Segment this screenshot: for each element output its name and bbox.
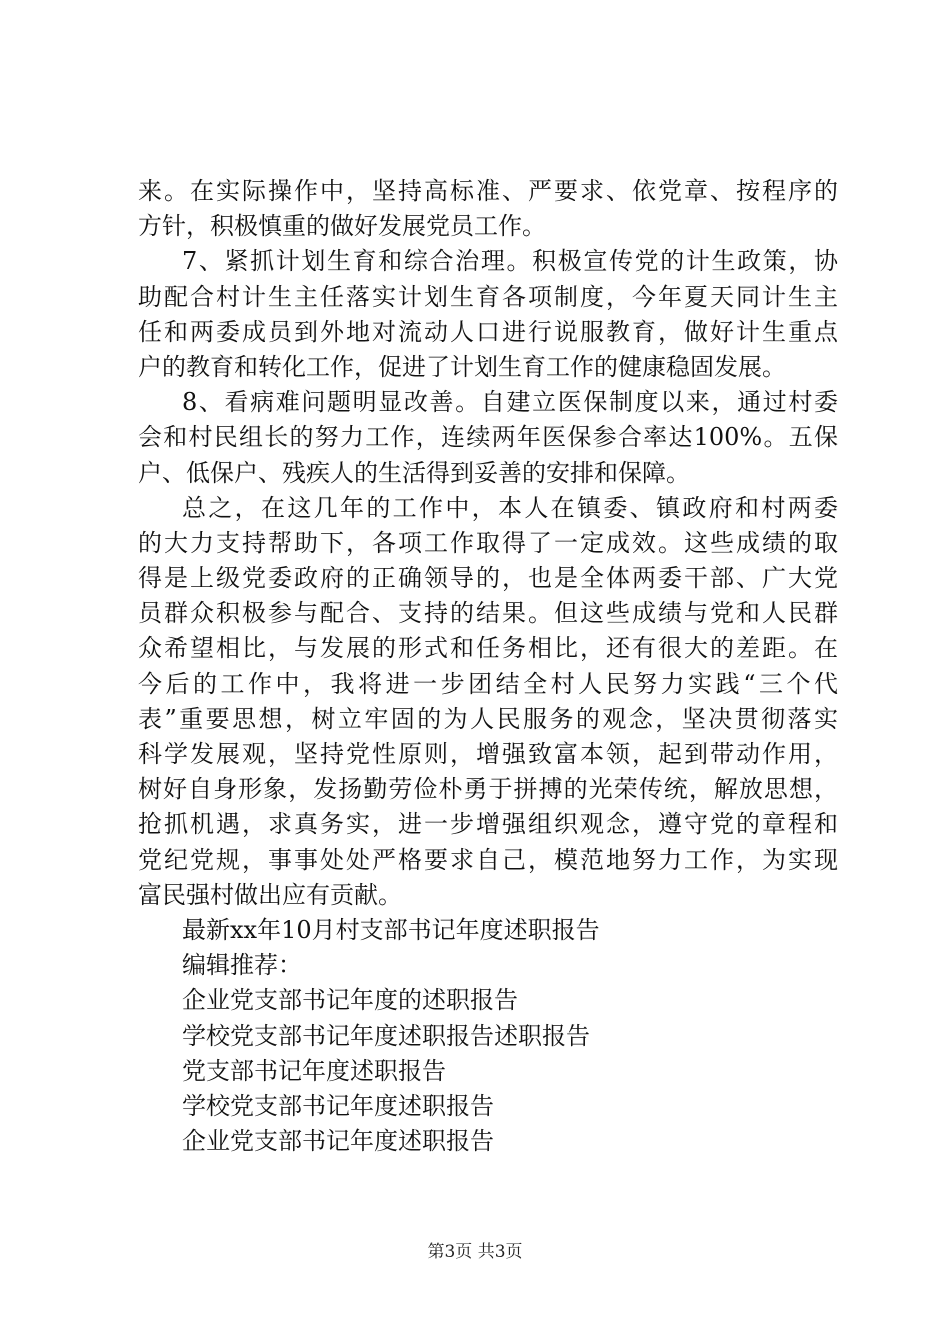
recommend-label: 编辑推荐：: [182, 951, 302, 980]
paragraph-line: 员群众积极参与配合、支持的结果。但这些成绩与党和人民群: [138, 599, 838, 628]
document-body: [138, 174, 838, 1159]
paragraph-line: 树好自身形象，发扬勤劳俭朴勇于拼搏的光荣传统，解放思想，: [138, 775, 838, 804]
paragraph-line: 总之，在这几年的工作中，本人在镇委、镇政府和村两委: [182, 493, 838, 522]
page-footer: 第3页 共3页: [427, 1242, 523, 1262]
paragraph-line: 众希望相比，与发展的形式和任务相比，还有很大的差距。在: [138, 634, 838, 663]
report-title-line: 最新xx年10月村支部书记年度述职报告: [182, 915, 600, 944]
paragraph-line: 的大力支持帮助下，各项工作取得了一定成效。这些成绩的取: [138, 528, 838, 557]
paragraph-line: 户的教育和转化工作，促进了计划生育工作的健康稳固发展。: [138, 352, 786, 381]
paragraph-line: 会和村民组长的努力工作，连续两年医保参合率达100%。五保: [138, 423, 838, 452]
recommended-link[interactable]: 企业党支部书记年度述职报告: [182, 1127, 494, 1156]
paragraph-line: 来。在实际操作中，坚持高标准、严要求、依党章、按程序的: [138, 177, 838, 205]
paragraph-line: 今后的工作中，我将进一步团结全村人民努力实践“三个代: [138, 669, 838, 698]
paragraph-line: 7、紧抓计划生育和综合治理。积极宣传党的计生政策，协: [182, 247, 838, 276]
recommended-link[interactable]: 党支部书记年度述职报告: [182, 1056, 446, 1085]
recommended-link[interactable]: 学校党支部书记年度述职报告述职报告: [182, 1021, 590, 1050]
paragraph-line: 助配合村计生主任落实计划生育各项制度，今年夏天同计生主: [138, 282, 838, 311]
recommended-link[interactable]: 企业党支部书记年度的述职报告: [182, 986, 518, 1015]
paragraph-container: [138, 174, 838, 913]
paragraph-line: 8、看病难问题明显改善。自建立医保制度以来，通过村委: [182, 388, 838, 417]
recommended-list: [138, 983, 838, 1159]
paragraph-line: 富民强村做出应有贡献。: [138, 880, 402, 909]
paragraph-line: 户、低保户、残疾人的生活得到妥善的安排和保障。: [138, 458, 690, 487]
recommended-link[interactable]: 学校党支部书记年度述职报告: [182, 1091, 494, 1120]
paragraph-line: 抢抓机遇，求真务实，进一步增强组织观念，遵守党的章程和: [138, 810, 838, 839]
paragraph-line: 方针，积极慎重的做好发展党员工作。: [138, 212, 546, 241]
paragraph-line: 表”重要思想，树立牢固的为人民服务的观念，坚决贯彻落实: [138, 704, 838, 733]
paragraph-line: 得是上级党委政府的正确领导的，也是全体两委干部、广大党: [138, 564, 838, 593]
paragraph-line: 党纪党规，事事处处严格要求自己，模范地努力工作，为实现: [138, 845, 838, 874]
paragraph-line: 科学发展观，坚持党性原则，增强致富本领，起到带动作用，: [138, 740, 838, 768]
paragraph-line: 任和两委成员到外地对流动人口进行说服教育，做好计生重点: [138, 317, 838, 346]
